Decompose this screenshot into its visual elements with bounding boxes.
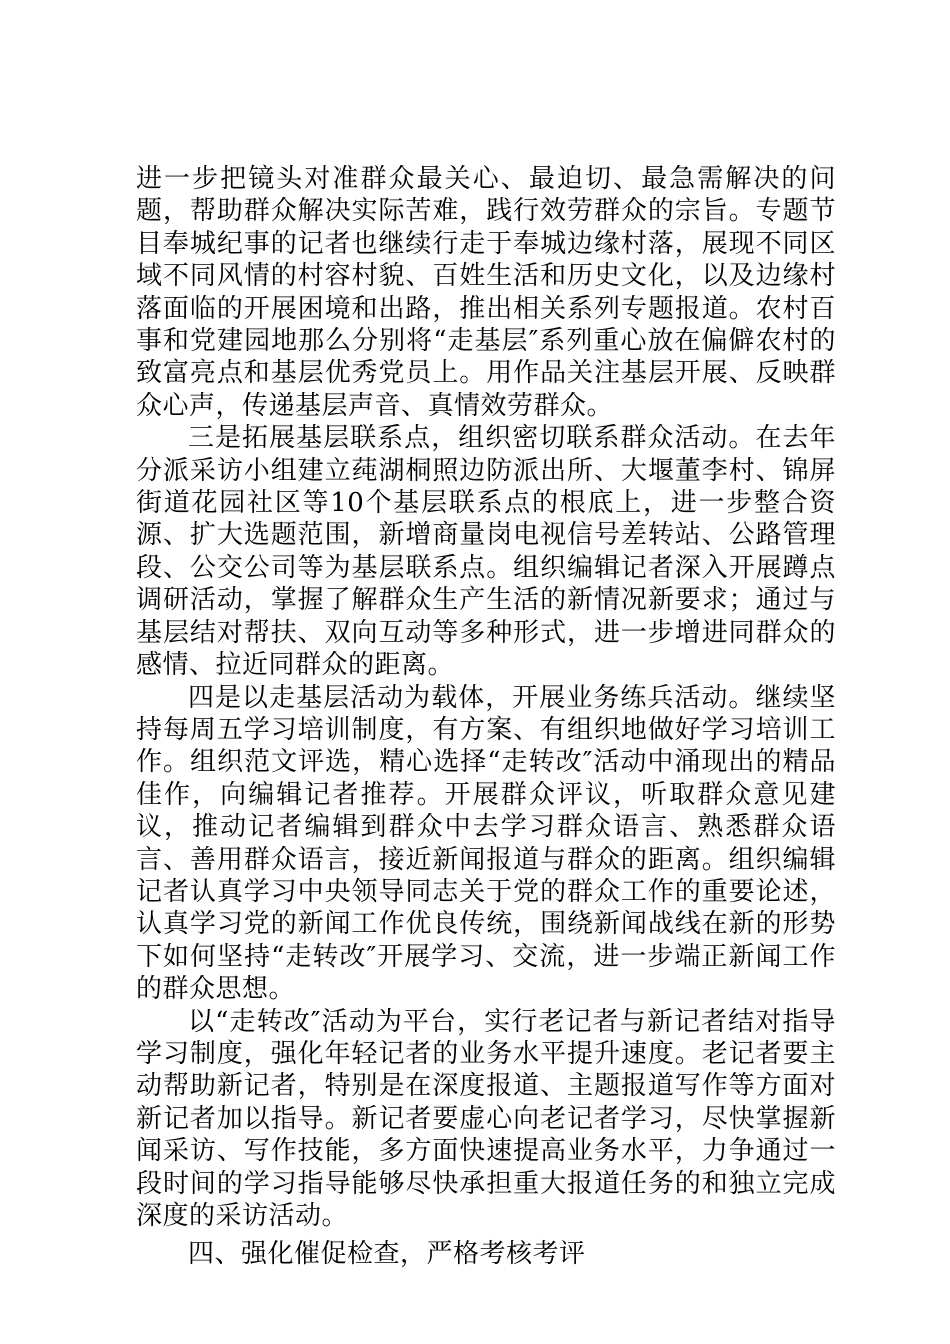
paragraph-continuation: 进一步把镜头对准群众最关心、最迫切、最急需解决的问题，帮助群众解决实际苦难，践行效劳群众的宗旨。专题节目奉城纪事的记者也继续行走于奉城边缘村落，展现不同区域不同风情的村容村貌、百姓生活和历史文化，以及边缘村落面临的开展困境和出路，推出相关系列专题报道。农村百事和党建园地那么分别将“走基层″系列重心放在偏僻农村的致富亮点和基层优秀党员上。用作品关注基层开展、反映群众心声，传递基层声音、真情效劳群众。 xyxy=(136,164,836,421)
paragraph-training: 四是以走基层活动为载体，开展业务练兵活动。继续坚持每周五学习培训制度，有方案、有组织地做好学习培训工作。组织范文评选，精心选择“走转改″活动中涌现出的精品佳作，向编辑记者推荐。开展群众评议，听取群众意见建议，推动记者编辑到群众中去学习群众语言、熟悉群众语言、善用群众语言，接近新闻报道与群众的距离。组织编辑记者认真学习中央领导同志关于党的群众工作的重要论述，认真学习党的新闻工作优良传统，围绕新闻战线在新的形势下如何坚持“走转改″开展学习、交流，进一步端正新闻工作的群众思想。 xyxy=(136,682,836,1005)
paragraph-contact-points: 三是拓展基层联系点，组织密切联系群众活动。在去年分派采访小组建立莼湖桐照边防派出所、大堰董李村、锦屏街道花园社区等10个基层联系点的根底上，进一步整合资源、扩大选题范围，新增商量岗电视信号差转站、公路管理段、公交公司等为基层联系点。组织编辑记者深入开展蹲点调研活动，掌握了解群众生产生活的新情况新要求；通过与基层结对帮扶、双向互动等多种形式，进一步增进同群众的感情、拉近同群众的距离。 xyxy=(136,423,836,681)
paragraph-mentoring: 以“走转改″活动为平台，实行老记者与新记者结对指导学习制度，强化年轻记者的业务水平提升速度。老记者要主动帮助新记者，特别是在深度报道、主题报道写作等方面对新记者加以指导。新记者要虚心向老记者学习，尽快掌握新闻采访、写作技能，多方面快速提高业务水平，力争通过一段时间的学习指导能够尽快承担重大报道任务的和独立完成深度的采访活动。 xyxy=(136,1006,836,1231)
section-heading: 四、强化催促检查，严格考核考评 xyxy=(188,1239,586,1270)
document-page xyxy=(136,163,836,1271)
